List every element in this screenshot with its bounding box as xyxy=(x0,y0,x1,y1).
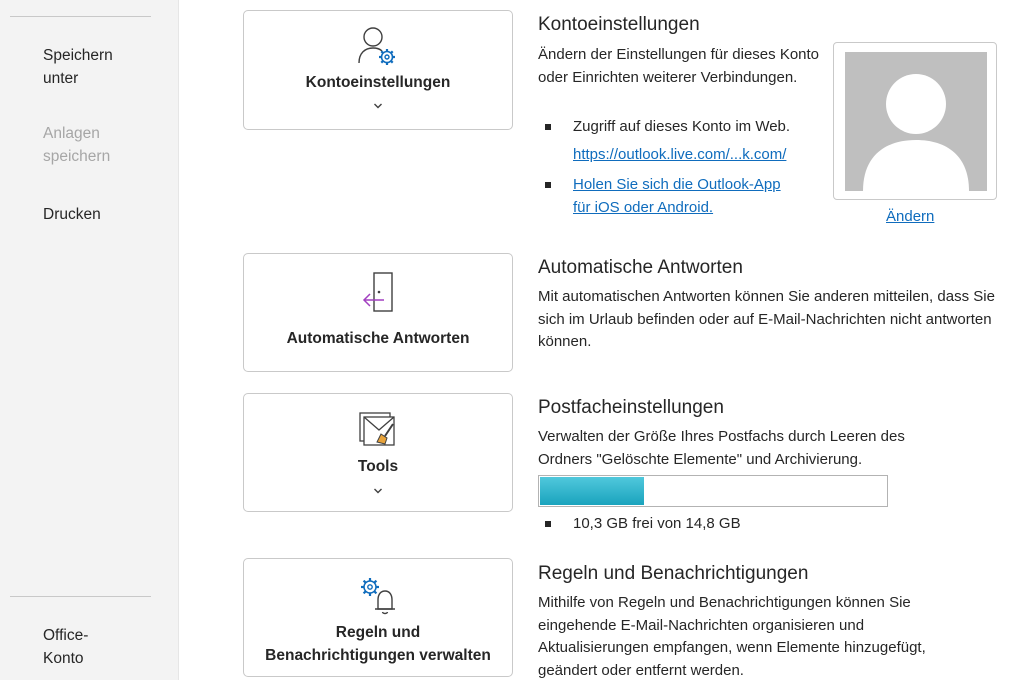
mailbox-cleanup-icon xyxy=(355,410,401,455)
list-item xyxy=(573,513,873,536)
nav-item-save-attachments: Anlagen speichern xyxy=(43,125,111,165)
web-access-link-row xyxy=(573,144,833,167)
tools-label: Tools xyxy=(357,458,399,475)
get-outlook-app-link-line2[interactable]: für iOS oder Android. xyxy=(573,198,714,216)
account-settings-title: Kontoeinstellungen xyxy=(538,14,700,35)
account-settings-icon xyxy=(356,25,400,72)
automatic-replies-description: Mit automatischen Antworten können Sie anderen mitteilen, dass Sie sich im Urlaub befinden oder auf E-Mail-Nachrichten nicht antworten können. xyxy=(538,288,995,350)
tools-button[interactable] xyxy=(243,393,513,512)
web-access-text: Zugriff auf dieses Konto im Web. xyxy=(573,118,791,135)
account-settings-label: Kontoeinstellungen xyxy=(305,74,451,91)
list-item xyxy=(573,116,833,139)
backstage-nav xyxy=(0,0,179,680)
bullet-icon xyxy=(545,124,551,130)
list-item xyxy=(573,174,823,219)
nav-divider-top xyxy=(10,16,151,17)
chevron-down-icon xyxy=(373,482,383,500)
automatic-replies-title: Automatische Antworten xyxy=(538,257,743,278)
rules-and-alerts-button[interactable] xyxy=(243,558,513,677)
rules-bell-icon xyxy=(356,573,400,622)
mailbox-settings-title: Postfacheinstellungen xyxy=(538,397,724,418)
mailbox-settings-description: Verwalten der Größe Ihres Postfachs durch Leeren des Ordners "Gelöschte Elemente" und Archivierung. xyxy=(538,428,905,468)
account-settings-button[interactable] xyxy=(243,10,513,130)
rules-and-alerts-description: Mithilfe von Regeln und Benachrichtigungen können Sie eingehende E-Mail-Nachrichten organisieren und Aktualisierungen empfangen, wenn Elemente hinzugefügt, geändert oder entfernt werden. xyxy=(538,594,926,679)
rules-and-alerts-title: Regeln und Benachrichtigungen xyxy=(538,563,809,584)
change-photo-link[interactable]: Ändern xyxy=(886,208,935,225)
account-settings-description: Ändern der Einstellungen für dieses Konto oder Einrichten weiterer Verbindungen. xyxy=(538,46,820,86)
rules-and-alerts-label: Regeln und Benachrichtigungen verwalten xyxy=(265,624,491,664)
bullet-icon xyxy=(545,521,551,527)
nav-item-save-as[interactable]: Speichern unter xyxy=(43,47,113,87)
chevron-down-icon xyxy=(373,97,383,115)
mailbox-usage-text: 10,3 GB frei von 14,8 GB xyxy=(573,515,741,532)
bullet-icon xyxy=(545,182,551,188)
nav-item-office-account[interactable]: Office- Konto xyxy=(43,627,89,667)
automatic-replies-button[interactable] xyxy=(243,253,513,372)
nav-divider-bottom xyxy=(10,596,151,597)
door-arrow-icon xyxy=(358,270,398,321)
profile-photo xyxy=(833,42,997,200)
mailbox-usage-fill xyxy=(540,477,644,505)
nav-item-print[interactable]: Drucken xyxy=(43,206,101,223)
get-outlook-app-link[interactable]: Holen Sie sich die Outlook-App xyxy=(573,176,781,193)
avatar xyxy=(845,52,987,191)
web-access-link[interactable]: https://outlook.live.com/...k.com/ xyxy=(573,146,787,163)
automatic-replies-label: Automatische Antworten xyxy=(286,330,470,347)
mailbox-usage-bar xyxy=(538,475,888,507)
